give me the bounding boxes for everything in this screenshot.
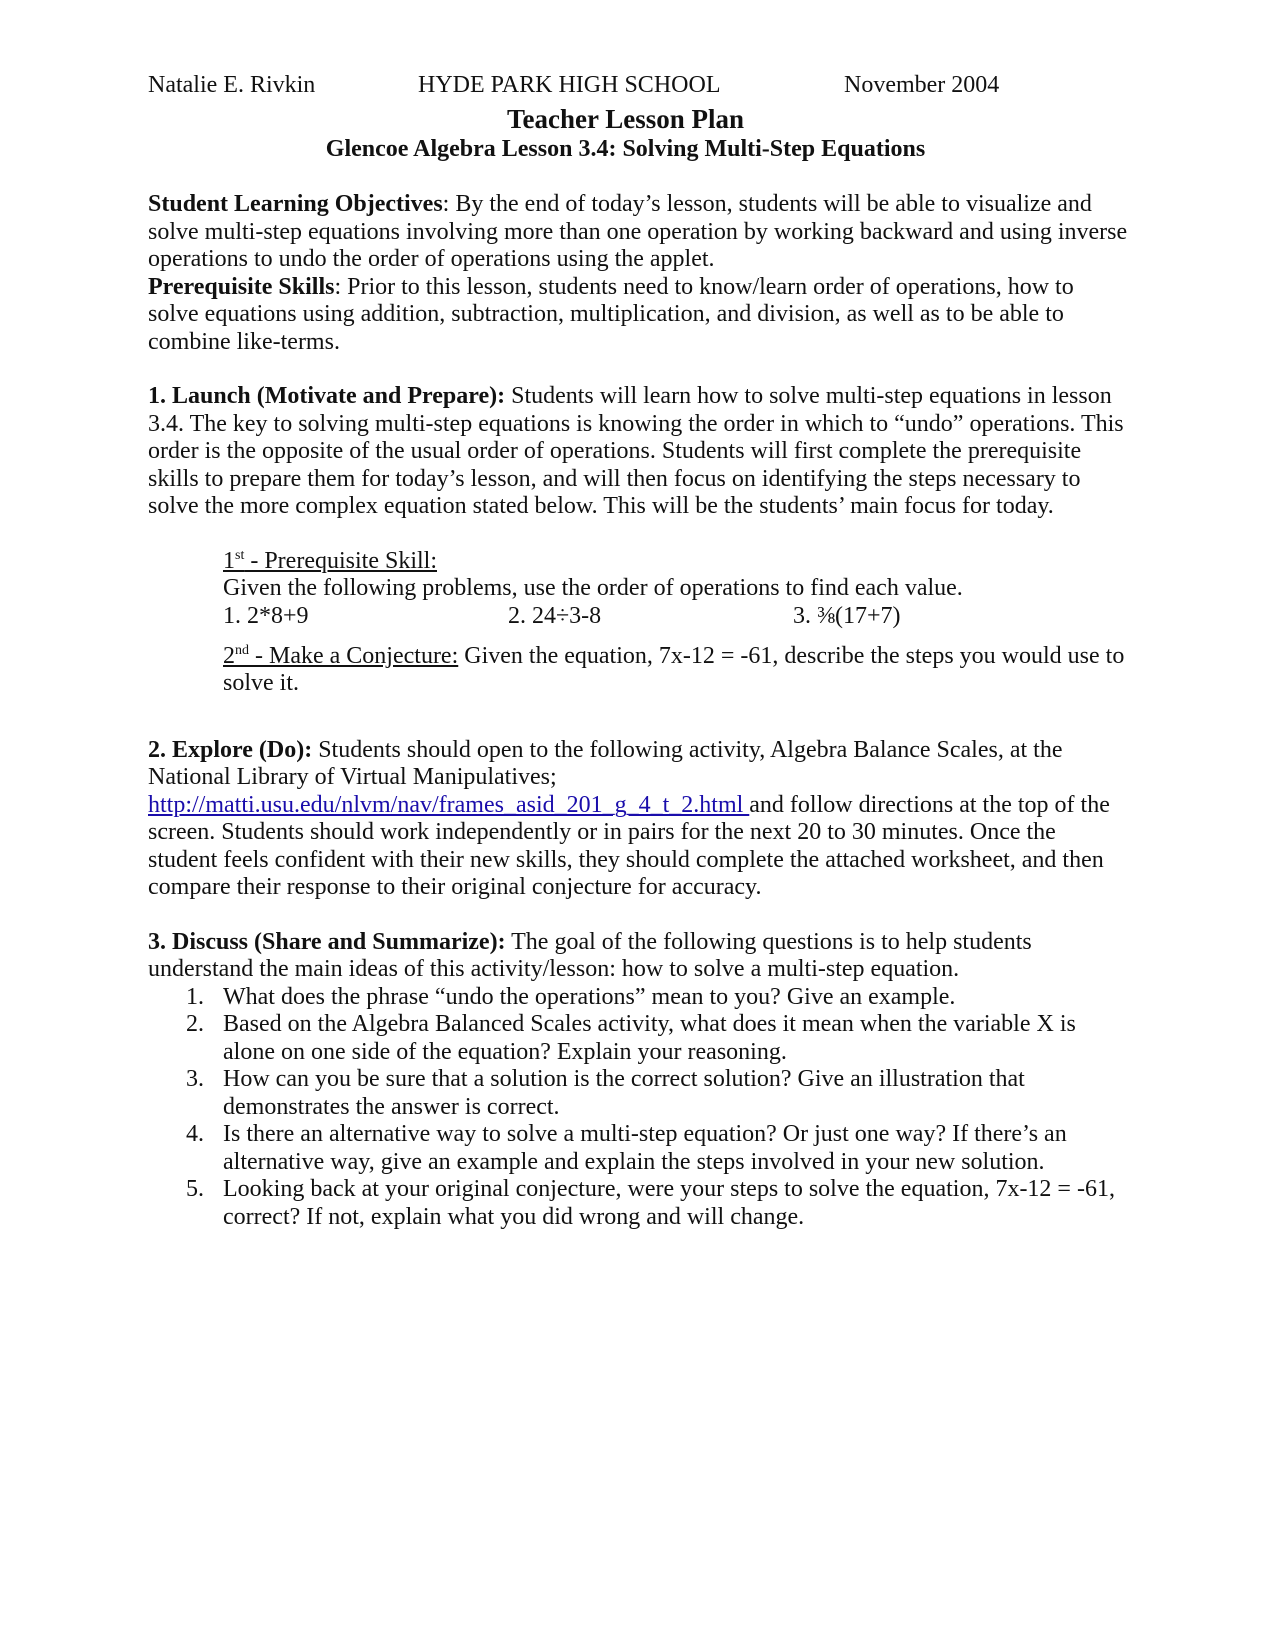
objectives-text: : By the end of today’s lesson, students will be able to visualize and solve multi-step equations involving more than one operation by working backward and using inverse operations to undo the order of operations using the applet. bbox=[148, 191, 1128, 272]
list-item: 2. Based on the Algebra Balanced Scales activity, what does it mean when the variable X is alone on one side of the equation? Explain your reasoning. bbox=[186, 1011, 1076, 1065]
discuss-text: The goal of the following questions is to help students understand the main ideas of this activity/lesson: how to solve a multi-step equation. bbox=[148, 928, 1032, 982]
problem-1: 1. 2*8+9 bbox=[223, 602, 309, 629]
nlvm-link[interactable]: http://matti.usu.edu/nlvm/nav/frames_asid_201_g_4_t_2.html bbox=[148, 791, 750, 818]
explore-label: 2. Explore (Do): bbox=[148, 736, 313, 763]
skill1-heading: 1st - Prerequisite Skill: bbox=[223, 547, 437, 574]
list-item: 5. Looking back at your original conjecture, were your steps to solve the equation, 7x-12 = -61, correct? If not, explain what you did wrong and will change. bbox=[186, 1176, 1115, 1230]
prerequisites-label: Prerequisite Skills bbox=[148, 273, 335, 300]
school-name: HYDE PARK HIGH SCHOOL bbox=[418, 72, 721, 98]
list-item: 3. How can you be sure that a solution is the correct solution? Give an illustration that demonstrates the answer is correct. bbox=[186, 1066, 1025, 1120]
document-date: November 2004 bbox=[844, 72, 1000, 98]
prerequisites-text: : Prior to this lesson, students need to know/learn order of operations, how to solve equations using addition, subtraction, multiplication, and division, as well as to be able to combine like-terms. bbox=[148, 273, 1074, 355]
list-item: 4. Is there an alternative way to solve a multi-step equation? Or just one way? If there’s an alternative way, give an example and explain the steps involved in your new solution. bbox=[186, 1121, 1067, 1175]
page-subtitle: Glencoe Algebra Lesson 3.4: Solving Multi-Step Equations bbox=[325, 136, 926, 162]
launch-text: Students will learn how to solve multi-step equations in lesson 3.4. The key to solving multi-step equations is knowing the order in which to “undo” operations. This order is the opposite of the usual order of operations. Students will first complete the prerequisite skills to prepare them for today’s lesson, and will then focus on identifying the steps necessary to solve the more complex equation stated below. This will be the students’ main focus for today. bbox=[148, 383, 1124, 519]
problem-2: 2. 24÷3-8 bbox=[508, 602, 602, 629]
explore-text-2: and follow directions at the top of the screen. Students should work independently or in pairs for the next 20 to 30 minutes. Once the student feels confident with their new skills, they should complete the attached worksheet, and then compare their response to their original conjecture for accuracy. bbox=[148, 791, 1110, 900]
prerequisite-skill-block bbox=[148, 548, 1128, 631]
skill1-instruction: Given the following problems, use the order of operations to find each value. bbox=[223, 575, 963, 601]
problem-3: 3. ⅜(17+7) bbox=[793, 602, 901, 629]
document-page bbox=[148, 72, 1128, 1231]
objectives-paragraph bbox=[148, 191, 1128, 274]
conjecture-block bbox=[148, 643, 1128, 698]
prerequisites-paragraph bbox=[148, 274, 1128, 357]
author-name: Natalie E. Rivkin bbox=[148, 72, 316, 98]
skill2-text: Given the equation, 7x-12 = -61, describe the steps you would use to solve it. bbox=[223, 642, 1125, 696]
page-header bbox=[148, 72, 1128, 102]
launch-paragraph bbox=[148, 383, 1128, 521]
list-item: 1. What does the phrase “undo the operations” mean to you? Give an example. bbox=[186, 983, 956, 1010]
launch-label: 1. Launch (Motivate and Prepare): bbox=[148, 383, 506, 409]
page-title: Teacher Lesson Plan bbox=[506, 104, 745, 134]
skill2-heading: 2nd - Make a Conjecture: bbox=[223, 642, 459, 669]
explore-paragraph bbox=[148, 737, 1128, 902]
discussion-questions bbox=[148, 984, 1128, 1232]
discuss-label: 3. Discuss (Share and Summarize): bbox=[148, 928, 506, 955]
skill1-problems bbox=[223, 603, 1128, 631]
objectives-label: Student Learning Objectives bbox=[148, 191, 443, 217]
discuss-paragraph bbox=[148, 929, 1128, 984]
explore-text-1: Students should open to the following activity, Algebra Balance Scales, at the National Library of Virtual Manipulatives; bbox=[148, 736, 1063, 790]
